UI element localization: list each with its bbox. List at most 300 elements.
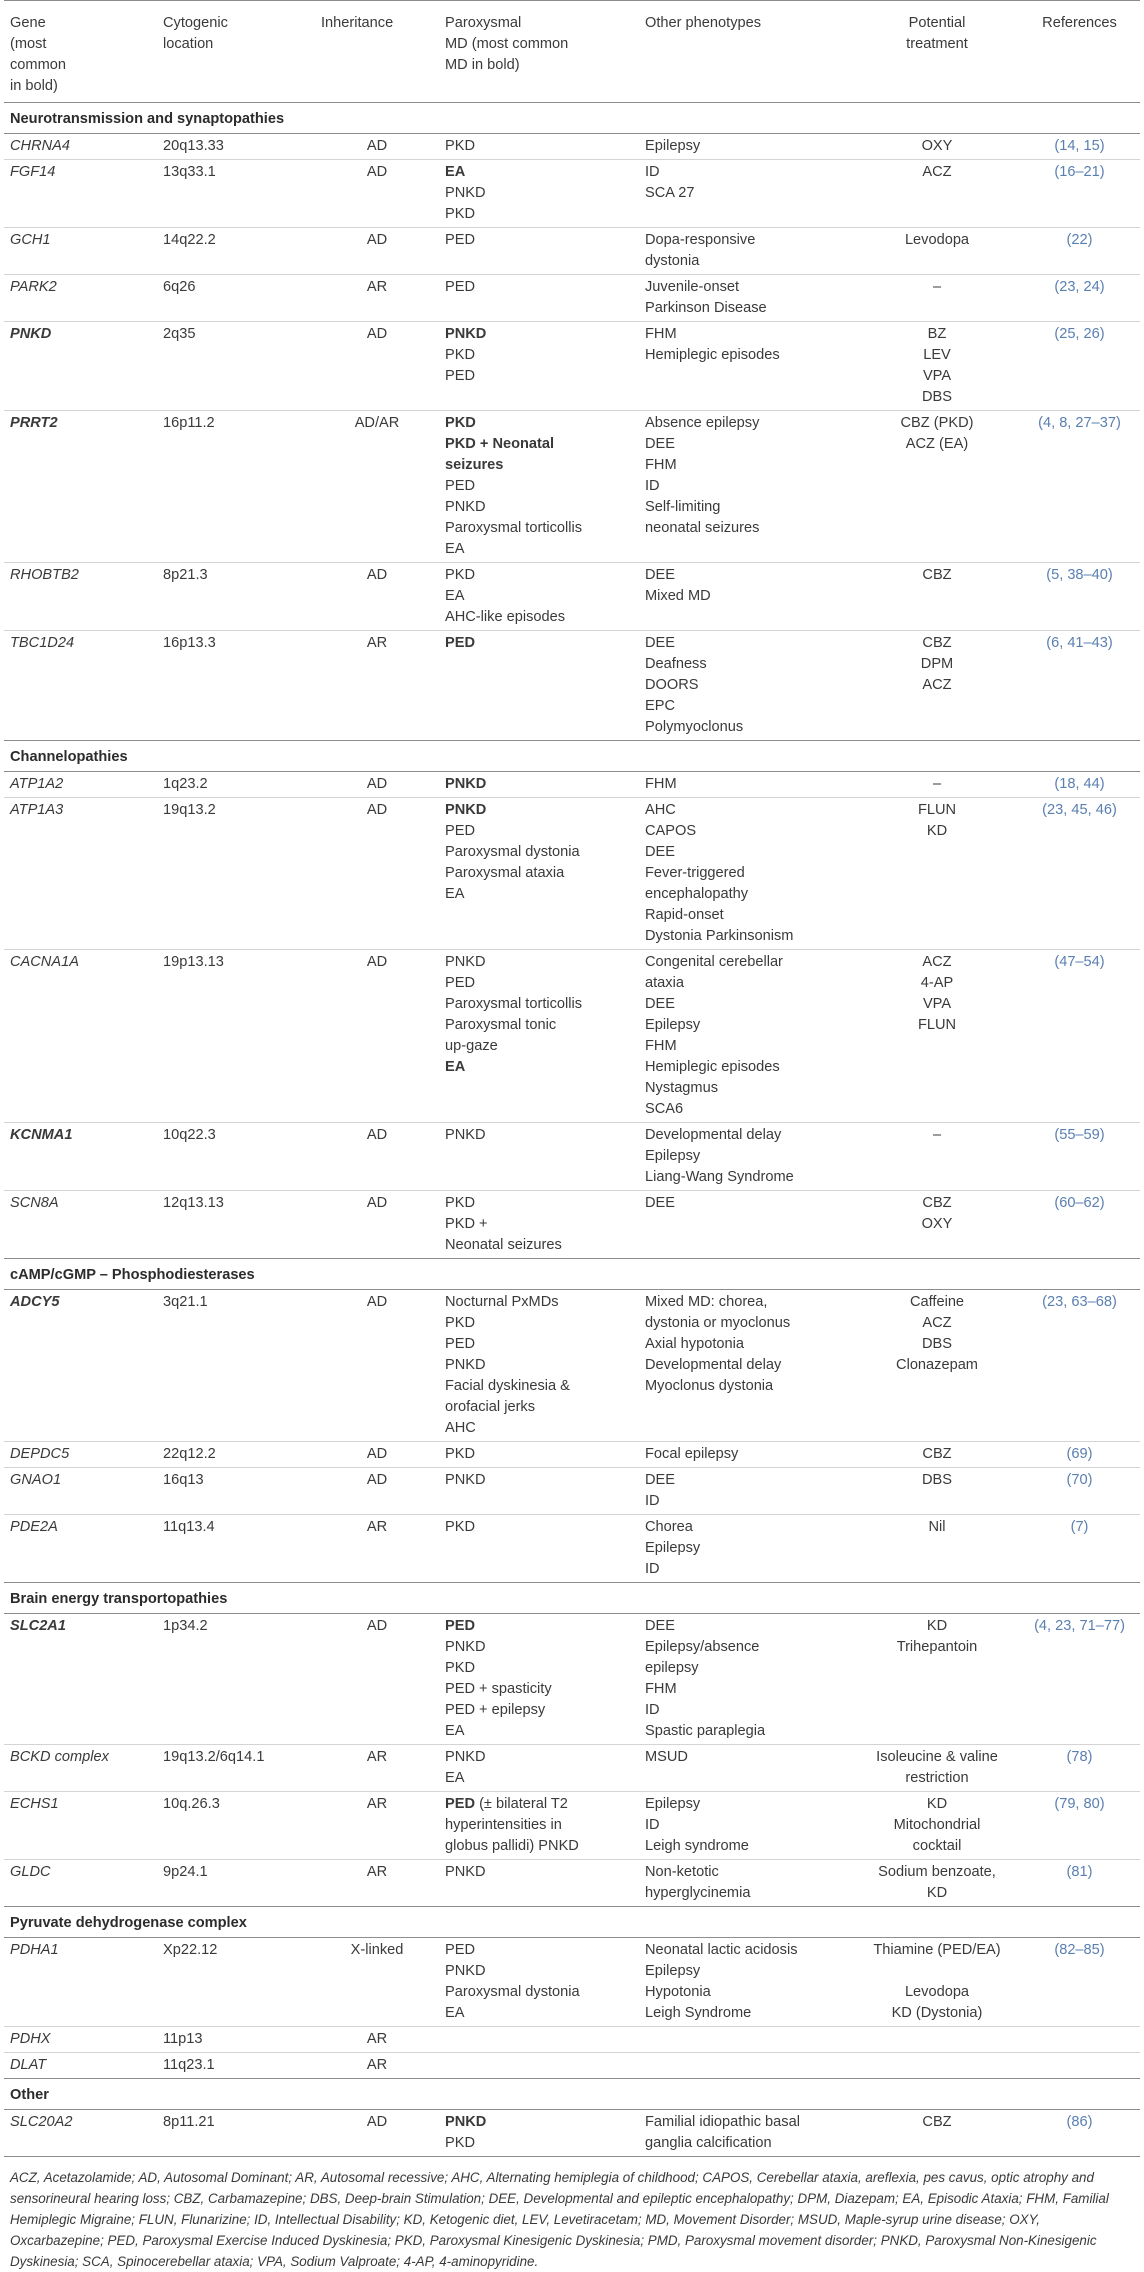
location-cell (157, 2027, 315, 2053)
section-header-cell (4, 2079, 1140, 2110)
cytogenic-location: 6q26 (163, 279, 196, 295)
header-line: MD in bold) (445, 57, 520, 73)
phenotype-line: neonatal seizures (645, 520, 760, 536)
treatment-cell (855, 798, 1019, 950)
phenotype-line: Leigh Syndrome (645, 2005, 752, 2021)
inheritance-cell (315, 1468, 439, 1515)
location-cell (157, 1442, 315, 1468)
table-footnote: ACZ, Acetazolamide; AD, Autosomal Dominant; AR, Autosomal recessive; AHC, Alternating hemiplegia of childhood; CAPOS, Cerebellar ataxia, areflexia, pes cavus, optic atrophy and sensorineural hearing loss; CBZ, Carbamazepine; DBS, Deep-brain Stimulation; DEE, Developmental and epileptic encephalopathy; DPM, Diazepam; EA, Episodic Ataxia; FHM, Familial Hemiplegic Migraine; FLUN, Flunarizine; ID, Intellectual Disability; KD, Ketogenic diet, LEV, Levetiracetam; MD, Movement Disorder; MSUD, Maple-syrup urine disease; OXY, Oxcarbazepine; PED, Paroxysmal Exercise Induced Dyskinesia; PKD, Paroxysmal Kinesigenic Dyskinesia; PMD, Paroxysmal movement disorder; PNKD, Paroxysmal Non-Kinesigenic Dyskinesia; SCA, Spinocerebellar ataxia; VPA, Sodium Valproate; 4-AP, 4-aminopyridine. (10, 2170, 1109, 2269)
paroxysmal-md-cell (439, 798, 639, 950)
location-cell (157, 2110, 315, 2157)
gene-name: SLC20A2 (10, 2114, 73, 2130)
paroxysmal-md-line: up-gaze (445, 1038, 498, 1054)
phenotype-line: Chorea (645, 1519, 693, 1535)
cytogenic-location: 13q33.1 (163, 164, 216, 180)
table-header (4, 1, 1140, 103)
other-phenotypes-cell (639, 160, 855, 228)
reference-link: (16–21) (1054, 164, 1105, 180)
treatment-line: ACZ (EA) (905, 436, 969, 452)
gene-cell (4, 1468, 157, 1515)
references-cell (1019, 798, 1140, 950)
location-cell (157, 950, 315, 1123)
section-header-cell (4, 1583, 1140, 1614)
paroxysmal-md-line: EA (445, 2005, 465, 2021)
phenotype-line: Epilepsy (645, 1148, 701, 1164)
header-line: treatment (906, 36, 968, 52)
paroxysmal-md-cell (439, 1938, 639, 2027)
table-row (4, 2053, 1140, 2079)
phenotype-line: Epilepsy (645, 1017, 701, 1033)
treatment-line: Trihepantoin (896, 1639, 978, 1655)
header-line: Gene (10, 15, 46, 31)
reference-link: (14, 15) (1054, 138, 1105, 154)
treatment-line: FLUN (917, 802, 957, 818)
paroxysmal-md-line: PKD + (445, 1216, 488, 1232)
phenotype-line: Developmental delay (645, 1127, 782, 1143)
inheritance-cell (315, 2027, 439, 2053)
treatment-line: Nil (928, 1519, 946, 1535)
paroxysmal-md-line: PED (445, 279, 476, 295)
other-phenotypes-cell (639, 1938, 855, 2027)
inheritance-cell (315, 563, 439, 631)
phenotype-line: ID (645, 1561, 660, 1577)
paroxysmal-md-line: PNKD (445, 776, 487, 792)
paroxysmal-md-line: EA (445, 541, 465, 557)
references-cell (1019, 1468, 1140, 1515)
gene-cell (4, 1442, 157, 1468)
inheritance: AD (366, 326, 388, 342)
paroxysmal-md-line: PED + spasticity (445, 1681, 552, 1697)
phenotype-line: Epilepsy/absence (645, 1639, 760, 1655)
table-row (4, 1938, 1140, 2027)
gene-cell (4, 160, 157, 228)
inheritance: X-linked (350, 1942, 404, 1958)
paroxysmal-md-line: PED (445, 1336, 476, 1352)
treatment-line: Caffeine (909, 1294, 965, 1310)
section-title: cAMP/cGMP – Phosphodiesterases (10, 1267, 255, 1283)
reference-link: (81) (1066, 1864, 1093, 1880)
phenotype-line: DEE (645, 436, 676, 452)
reference-link: (55–59) (1054, 1127, 1105, 1143)
references-cell (1019, 772, 1140, 798)
gene-cell (4, 631, 157, 741)
phenotype-line: Polymyoclonus (645, 719, 744, 735)
references-cell (1019, 275, 1140, 322)
reference-link: (47–54) (1054, 954, 1105, 970)
cytogenic-location: 14q22.2 (163, 232, 216, 248)
treatment-line: ACZ (922, 677, 952, 693)
phenotype-line: ID (645, 478, 660, 494)
header-inheritance (315, 1, 439, 103)
gene-cell (4, 950, 157, 1123)
reference-link: (86) (1066, 2114, 1093, 2130)
paroxysmal-md-line: EA (445, 1723, 465, 1739)
table-row (4, 1515, 1140, 1583)
section-header-row (4, 1583, 1140, 1614)
phenotype-line: Congenital cerebellar (645, 954, 783, 970)
treatment-line: CBZ (922, 1446, 952, 1462)
phenotype-line: Nystagmus (645, 1080, 718, 1096)
table-row (4, 228, 1140, 275)
treatment-line: 4-AP (920, 975, 954, 991)
paroxysmal-md-line: Paroxysmal torticollis (445, 520, 583, 536)
phenotype-line: ID (645, 1817, 660, 1833)
phenotype-line: Parkinson Disease (645, 300, 767, 316)
paroxysmal-md-cell (439, 2053, 639, 2079)
treatment-cell (855, 2053, 1019, 2079)
paroxysmal-md-cell (439, 1468, 639, 1515)
paroxysmal-md-line: Neonatal seizures (445, 1237, 562, 1253)
paroxysmal-md-cell (439, 160, 639, 228)
section-header-cell (4, 1907, 1140, 1938)
paroxysmal-md-line: PED + epilepsy (445, 1702, 546, 1718)
section-title: Channelopathies (10, 749, 128, 765)
treatment-line: DBS (921, 1472, 952, 1488)
phenotype-line: Developmental delay (645, 1357, 782, 1373)
paroxysmal-md-cell (439, 275, 639, 322)
reference-link: (23, 45, 46) (1042, 802, 1117, 818)
gene-name: PDHX (10, 2031, 51, 2047)
paroxysmal-md-line: PNKD (445, 802, 487, 818)
gene-name: GLDC (10, 1864, 51, 1880)
paroxysmal-md-cell (439, 1191, 639, 1259)
header-line: Other phenotypes (645, 15, 762, 31)
treatment-line: – (932, 776, 942, 792)
phenotype-line: ID (645, 1493, 660, 1509)
table-row (4, 411, 1140, 563)
treatment-line: KD (926, 1618, 948, 1634)
phenotype-line: DEE (645, 844, 676, 860)
inheritance: AD (366, 2114, 388, 2130)
inheritance-cell (315, 134, 439, 160)
gene-cell (4, 2110, 157, 2157)
paroxysmal-md-line: Paroxysmal dystonia (445, 1984, 580, 2000)
paroxysmal-md-line: Paroxysmal torticollis (445, 996, 583, 1012)
treatment-line: CBZ (922, 635, 952, 651)
phenotype-line: FHM (645, 326, 677, 342)
other-phenotypes-cell (639, 1290, 855, 1442)
section-header-cell (4, 103, 1140, 134)
header-line: Potential (908, 15, 966, 31)
cytogenic-location: 10q22.3 (163, 1127, 216, 1143)
treatment-cell (855, 631, 1019, 741)
gene-cell (4, 322, 157, 411)
reference-link: (7) (1070, 1519, 1089, 1535)
treatment-line: Levodopa (904, 232, 970, 248)
other-phenotypes-cell (639, 1860, 855, 1907)
phenotype-line: Axial hypotonia (645, 1336, 744, 1352)
inheritance: AR (366, 635, 388, 651)
cytogenic-location: 8p11.21 (163, 2114, 215, 2130)
treatment-cell (855, 1468, 1019, 1515)
phenotype-line: ataxia (645, 975, 684, 991)
phenotype-line: Dystonia Parkinsonism (645, 928, 794, 944)
reference-link: (82–85) (1054, 1942, 1105, 1958)
gene-cell (4, 1123, 157, 1191)
paroxysmal-md-cell (439, 322, 639, 411)
inheritance: AR (366, 279, 388, 295)
gene-name: TBC1D24 (10, 635, 75, 651)
phenotype-line: Myoclonus dystonia (645, 1378, 774, 1394)
phenotype-line: DEE (645, 996, 676, 1012)
paroxysmal-md-cell (439, 228, 639, 275)
phenotype-line: encephalopathy (645, 886, 749, 902)
phenotype-line: DEE (645, 1618, 676, 1634)
references-cell (1019, 2053, 1140, 2079)
treatment-cell (855, 275, 1019, 322)
inheritance-cell (315, 1123, 439, 1191)
paroxysmal-md-line: PNKD (445, 1639, 486, 1655)
other-phenotypes-cell (639, 1468, 855, 1515)
gene-cell (4, 1792, 157, 1860)
treatment-cell (855, 1123, 1019, 1191)
inheritance-cell (315, 772, 439, 798)
cytogenic-location: 19p13.13 (163, 954, 224, 970)
location-cell (157, 1745, 315, 1792)
section-title: Neurotransmission and synaptopathies (10, 111, 285, 127)
paroxysmal-md-line: PNKD (445, 1749, 486, 1765)
paroxysmal-md-line: PED (445, 478, 476, 494)
inheritance: AD (366, 567, 388, 583)
paroxysmal-md-line: PKD (445, 1446, 476, 1462)
reference-link: (25, 26) (1054, 326, 1105, 342)
paroxysmal-md-cell (439, 1745, 639, 1792)
references-cell (1019, 1938, 1140, 2027)
other-phenotypes-cell (639, 1442, 855, 1468)
phenotype-line: SCA6 (645, 1101, 684, 1117)
phenotype-line: Familial idiopathic basal (645, 2114, 800, 2130)
paroxysmal-md-cell (439, 1290, 639, 1442)
treatment-cell (855, 1442, 1019, 1468)
treatment-line (861, 1961, 1013, 1982)
cytogenic-location: 11q23.1 (163, 2057, 215, 2073)
inheritance-cell (315, 950, 439, 1123)
treatment-line: Sodium benzoate, (878, 1864, 996, 1880)
paroxysmal-md-line: PED (445, 1942, 476, 1958)
cytogenic-location: 16q13 (163, 1472, 204, 1488)
paroxysmal-md-cell (439, 1123, 639, 1191)
section-header-cell (4, 1259, 1140, 1290)
inheritance-cell (315, 1745, 439, 1792)
paroxysmal-md-line: PED (445, 1618, 476, 1634)
location-cell (157, 1614, 315, 1745)
paroxysmal-md-line: PNKD (445, 499, 486, 515)
paroxysmal-md-line: PED (445, 823, 476, 839)
paroxysmal-md-line: PKD (445, 1195, 476, 1211)
cytogenic-location: 2q35 (163, 326, 196, 342)
treatment-line: KD (926, 1885, 948, 1901)
section-header-row (4, 1259, 1140, 1290)
gene-name: CHRNA4 (10, 138, 71, 154)
treatment-line: Isoleucine & valine (876, 1749, 998, 1765)
paroxysmal-md-line: seizures (445, 457, 504, 473)
treatment-line: CBZ (PKD) (900, 415, 974, 431)
phenotype-line: DEE (645, 567, 676, 583)
header-line: common (10, 57, 66, 73)
gene-cell (4, 1745, 157, 1792)
phenotype-line: Spastic paraplegia (645, 1723, 766, 1739)
paroxysmal-md-cell (439, 2027, 639, 2053)
gene-name: ECHS1 (10, 1796, 59, 1812)
paroxysmal-md-line: Paroxysmal dystonia (445, 844, 580, 860)
table-row (4, 160, 1140, 228)
paroxysmal-md-line: EA (445, 1770, 465, 1786)
inheritance: AR (366, 1864, 388, 1880)
gene-cell (4, 1191, 157, 1259)
inheritance: AD (366, 954, 388, 970)
reference-link: (5, 38–40) (1046, 567, 1113, 583)
paroxysmal-md-line: PNKD (445, 1127, 486, 1143)
header-other-phenotypes (639, 1, 855, 103)
treatment-line: ACZ (922, 1315, 952, 1331)
header-line: References (1042, 15, 1117, 31)
gene-cell (4, 1614, 157, 1745)
phenotype-line: DOORS (645, 677, 699, 693)
other-phenotypes-cell (639, 1792, 855, 1860)
inheritance-cell (315, 1191, 439, 1259)
gene-table (4, 0, 1140, 2157)
inheritance: AD (366, 802, 388, 818)
phenotype-line: dystonia (645, 253, 700, 269)
inheritance: AD (366, 1127, 388, 1143)
cytogenic-location: 1p34.2 (163, 1618, 208, 1634)
reference-link: (69) (1066, 1446, 1093, 1462)
table-row (4, 631, 1140, 741)
gene-cell (4, 134, 157, 160)
other-phenotypes-cell (639, 1745, 855, 1792)
references-cell (1019, 1745, 1140, 1792)
paroxysmal-md-line: hyperintensities in (445, 1817, 562, 1833)
phenotype-line: Hemiplegic episodes (645, 1059, 780, 1075)
inheritance-cell (315, 160, 439, 228)
table-row (4, 134, 1140, 160)
gene-name: ATP1A2 (10, 776, 64, 792)
phenotype-line: Fever-triggered (645, 865, 745, 881)
inheritance-cell (315, 275, 439, 322)
paroxysmal-md-line: PKD (445, 415, 476, 431)
phenotype-line: MSUD (645, 1749, 688, 1765)
treatment-line: VPA (922, 368, 952, 384)
phenotype-line: FHM (645, 1038, 677, 1054)
gene-name: PARK2 (10, 279, 57, 295)
table-row (4, 275, 1140, 322)
gene-name: BCKD complex (10, 1749, 109, 1765)
inheritance-cell (315, 1290, 439, 1442)
phenotype-line: Absence epilepsy (645, 415, 760, 431)
phenotype-line: Epilepsy (645, 1963, 701, 1979)
treatment-line: KD (Dystonia) (891, 2005, 983, 2021)
inheritance: AD (366, 138, 388, 154)
reference-link: (23, 24) (1054, 279, 1105, 295)
phenotype-line: CAPOS (645, 823, 697, 839)
treatment-cell (855, 228, 1019, 275)
cytogenic-location: 11p13 (163, 2031, 203, 2047)
paroxysmal-md-line: PED (445, 635, 476, 651)
treatment-cell (855, 1515, 1019, 1583)
section-header-row (4, 103, 1140, 134)
table-row (4, 1792, 1140, 1860)
other-phenotypes-cell (639, 1614, 855, 1745)
treatment-cell (855, 1860, 1019, 1907)
paroxysmal-md-line: PNKD (445, 1963, 486, 1979)
phenotype-line: Neonatal lactic acidosis (645, 1942, 798, 1958)
inheritance-cell (315, 322, 439, 411)
references-cell (1019, 1123, 1140, 1191)
treatment-cell (855, 1938, 1019, 2027)
gene-name: ADCY5 (10, 1294, 60, 1310)
cytogenic-location: 22q12.2 (163, 1446, 216, 1462)
treatment-line: ACZ (922, 954, 952, 970)
gene-name: CACNA1A (10, 954, 79, 970)
header-line: Cytogenic (163, 15, 228, 31)
phenotype-line: DEE (645, 1472, 676, 1488)
treatment-cell (855, 1290, 1019, 1442)
paroxysmal-md-cell (439, 1614, 639, 1745)
inheritance: AD (366, 1195, 388, 1211)
treatment-cell (855, 1191, 1019, 1259)
treatment-cell (855, 1792, 1019, 1860)
section-title: Pyruvate dehydrogenase complex (10, 1915, 247, 1931)
table-row (4, 1614, 1140, 1745)
paroxysmal-md-line: PNKD (445, 326, 487, 342)
treatment-cell (855, 950, 1019, 1123)
paroxysmal-md-line: Paroxysmal tonic (445, 1017, 557, 1033)
inheritance: AD (366, 232, 388, 248)
references-cell (1019, 1792, 1140, 1860)
references-cell (1019, 2110, 1140, 2157)
paroxysmal-md-cell (439, 134, 639, 160)
treatment-line: – (932, 279, 942, 295)
location-cell (157, 2053, 315, 2079)
references-cell (1019, 134, 1140, 160)
phenotype-line: hyperglycinemia (645, 1885, 751, 1901)
inheritance-cell (315, 798, 439, 950)
table-row (4, 2110, 1140, 2157)
inheritance: AD (366, 164, 388, 180)
paroxysmal-md-line: AHC (445, 1420, 476, 1436)
gene-name: PRRT2 (10, 415, 58, 431)
section-header-row (4, 741, 1140, 772)
phenotype-line: epilepsy (645, 1660, 699, 1676)
treatment-cell (855, 2110, 1019, 2157)
cytogenic-location: Xp22.12 (163, 1942, 218, 1958)
reference-link: (79, 80) (1054, 1796, 1105, 1812)
other-phenotypes-cell (639, 772, 855, 798)
table-row (4, 2027, 1140, 2053)
treatment-cell (855, 2027, 1019, 2053)
treatment-cell (855, 1614, 1019, 1745)
treatment-cell (855, 1745, 1019, 1792)
reference-link: (4, 8, 27–37) (1038, 415, 1121, 431)
treatment-line: CBZ (922, 1195, 952, 1211)
treatment-line: OXY (921, 138, 953, 154)
inheritance-cell (315, 2053, 439, 2079)
paroxysmal-md-cell (439, 1442, 639, 1468)
other-phenotypes-cell (639, 411, 855, 563)
treatment-cell (855, 411, 1019, 563)
reference-link: (4, 23, 71–77) (1034, 1618, 1125, 1634)
header-potential-treatment (855, 1, 1019, 103)
gene-name: PNKD (10, 326, 52, 342)
gene-name: FGF14 (10, 164, 56, 180)
location-cell (157, 772, 315, 798)
phenotype-line: ID (645, 1702, 660, 1718)
cytogenic-location: 11q13.4 (163, 1519, 215, 1535)
cytogenic-location: 3q21.1 (163, 1294, 208, 1310)
inheritance-cell (315, 2110, 439, 2157)
treatment-cell (855, 322, 1019, 411)
other-phenotypes-cell (639, 2110, 855, 2157)
